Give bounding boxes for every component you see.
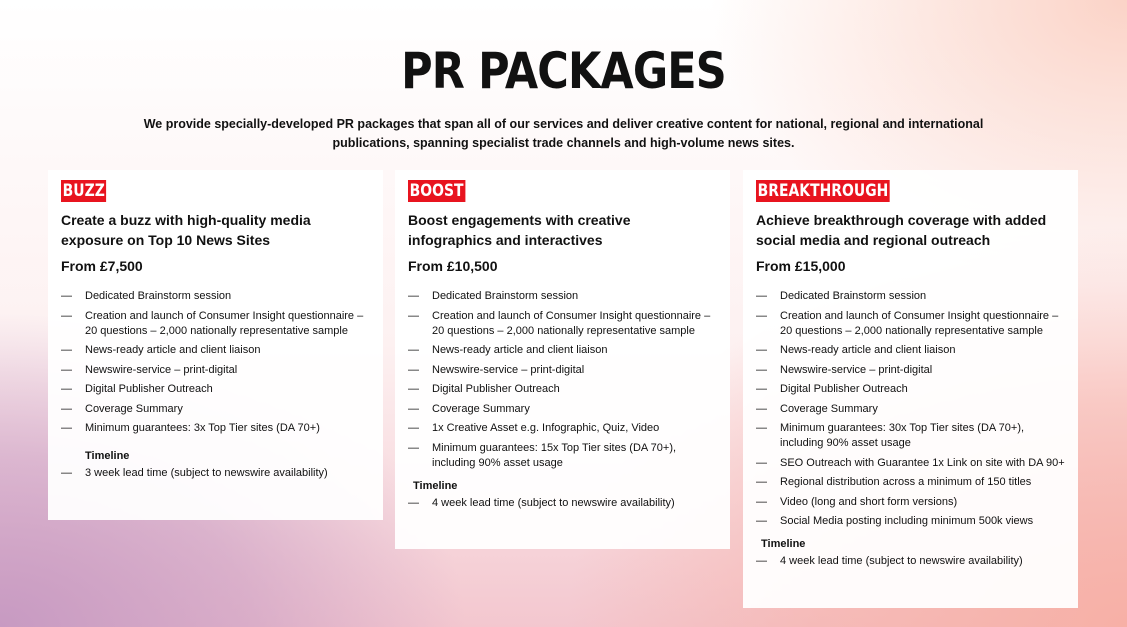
dash-icon: — <box>756 363 767 376</box>
list-item-text: Social Media posting including minimum 500k views <box>780 515 1034 527</box>
list-item <box>756 421 1065 451</box>
list-item <box>756 382 1065 397</box>
dash-icon: — <box>756 476 767 488</box>
package-headline: Boost engagements with creative infographics and interactives <box>408 212 631 248</box>
list-item <box>408 441 717 471</box>
list-item-text: News-ready article and client liaison <box>432 344 608 356</box>
dash-icon: — <box>756 515 767 527</box>
timeline-label: Timeline <box>413 479 458 492</box>
list-item <box>756 402 1065 417</box>
list-item <box>408 363 717 378</box>
package-card-boost <box>395 170 730 549</box>
dash-icon: — <box>756 555 767 567</box>
package-price: From £15,000 <box>756 258 846 274</box>
package-headline: Create a buzz with high-quality media exposure on Top 10 News Sites <box>61 212 311 248</box>
list-item <box>408 421 717 436</box>
dash-icon: — <box>61 422 72 434</box>
list-item <box>756 289 1065 304</box>
list-item <box>408 343 717 358</box>
package-price: From £7,500 <box>61 258 143 274</box>
list-item <box>61 343 370 358</box>
list-item <box>61 289 370 304</box>
timeline-text: 4 week lead time (subject to newswire availability) <box>432 496 675 509</box>
list-item <box>408 382 717 397</box>
dash-icon: — <box>756 309 767 322</box>
package-headline: Achieve breakthrough coverage with added social media and regional outreach <box>756 212 1047 248</box>
list-item-text: Video (long and short form versions) <box>780 495 958 508</box>
list-item-text: Minimum guarantees: 30x Top Tier sites (DA 70+), including 90% asset usage <box>780 422 1025 449</box>
list-item-text: Digital Publisher Outreach <box>432 383 560 395</box>
dash-icon: — <box>61 363 72 376</box>
dash-icon: — <box>61 309 72 322</box>
dash-icon: — <box>61 467 72 479</box>
dash-icon: — <box>756 383 767 395</box>
list-item <box>756 514 1065 529</box>
dash-icon: — <box>408 344 419 356</box>
package-tag: BREAKTHROUGH <box>757 181 889 201</box>
dash-icon: — <box>408 402 419 415</box>
timeline-label: Timeline <box>761 538 806 550</box>
dash-icon: — <box>408 290 419 302</box>
list-item-text: Dedicated Brainstorm session <box>432 290 579 302</box>
dash-icon: — <box>408 383 419 395</box>
list-item-text: News-ready article and client liaison <box>780 344 956 356</box>
dash-icon: — <box>408 441 419 454</box>
list-item-text: SEO Outreach with Guarantee 1x Link on site with DA 90+ <box>780 456 1065 469</box>
list-item <box>61 309 370 339</box>
timeline-text: 4 week lead time (subject to newswire availability) <box>780 555 1023 567</box>
list-item-text: Creation and launch of Consumer Insight questionnaire – 20 questions – 2,000 nationally representative sample <box>780 309 1059 337</box>
dash-icon: — <box>756 344 767 356</box>
list-item <box>756 475 1065 490</box>
dash-icon: — <box>61 383 72 395</box>
dash-icon: — <box>756 290 767 302</box>
list-item <box>756 363 1065 378</box>
dash-icon: — <box>61 344 72 356</box>
timeline-label: Timeline <box>85 450 130 462</box>
list-item <box>61 421 370 436</box>
list-item <box>756 554 1065 569</box>
timeline-list <box>756 554 1065 569</box>
list-item-text: Newswire-service – print-digital <box>780 363 933 376</box>
package-tag: BOOST <box>409 181 464 201</box>
list-item-text: Minimum guarantees: 3x Top Tier sites (DA 70+) <box>85 422 320 434</box>
package-price: From £10,500 <box>408 258 498 274</box>
package-card-buzz <box>48 170 383 520</box>
list-item <box>61 466 370 481</box>
page-title: PR PACKAGES <box>401 42 726 100</box>
list-item <box>408 289 717 304</box>
list-item-text: Digital Publisher Outreach <box>780 383 908 395</box>
list-item <box>408 496 717 511</box>
list-item-text: Coverage Summary <box>85 402 183 415</box>
list-item <box>756 495 1065 510</box>
dash-icon: — <box>61 402 72 415</box>
list-item-text: Creation and launch of Consumer Insight questionnaire – 20 questions – 2,000 nationally representative sample <box>432 309 711 337</box>
list-item-text: Newswire-service – print-digital <box>432 363 585 376</box>
intro-text: We provide specially-developed PR packages that span all of our services and deliver creative content for national, regional and international publications, spanning specialist trade channels and high-volume news sites. <box>143 117 984 150</box>
feature-list <box>756 289 1065 529</box>
list-item <box>756 343 1065 358</box>
feature-list <box>408 289 717 471</box>
dash-icon: — <box>756 422 767 434</box>
dash-icon: — <box>61 290 72 302</box>
dash-icon: — <box>756 495 767 508</box>
dash-icon: — <box>408 496 419 509</box>
list-item-text: Coverage Summary <box>432 402 530 415</box>
list-item-text: Digital Publisher Outreach <box>85 383 213 395</box>
timeline-text: 3 week lead time (subject to newswire availability) <box>85 467 328 479</box>
dash-icon: — <box>756 456 767 469</box>
list-item <box>408 309 717 339</box>
list-item <box>61 363 370 378</box>
dash-icon: — <box>408 422 419 434</box>
timeline-list <box>408 496 717 511</box>
list-item-text: Dedicated Brainstorm session <box>780 290 927 302</box>
list-item-text: Dedicated Brainstorm session <box>85 290 232 302</box>
feature-list <box>61 289 370 436</box>
list-item <box>756 309 1065 339</box>
dash-icon: — <box>756 402 767 415</box>
list-item <box>756 456 1065 471</box>
list-item-text: Creation and launch of Consumer Insight questionnaire – 20 questions – 2,000 nationally representative sample <box>85 309 364 337</box>
package-tag: BUZZ <box>62 181 105 201</box>
list-item <box>61 402 370 417</box>
dash-icon: — <box>408 363 419 376</box>
package-card-breakthrough <box>743 170 1078 608</box>
list-item <box>408 402 717 417</box>
dash-icon: — <box>408 309 419 322</box>
list-item <box>61 382 370 397</box>
list-item-text: Regional distribution across a minimum of 150 titles <box>780 476 1032 488</box>
list-item-text: Newswire-service – print-digital <box>85 363 238 376</box>
list-item-text: 1x Creative Asset e.g. Infographic, Quiz, Video <box>432 422 660 434</box>
timeline-list <box>61 466 370 481</box>
list-item-text: Minimum guarantees: 15x Top Tier sites (DA 70+), including 90% asset usage <box>432 441 677 469</box>
list-item-text: News-ready article and client liaison <box>85 344 261 356</box>
list-item-text: Coverage Summary <box>780 402 878 415</box>
